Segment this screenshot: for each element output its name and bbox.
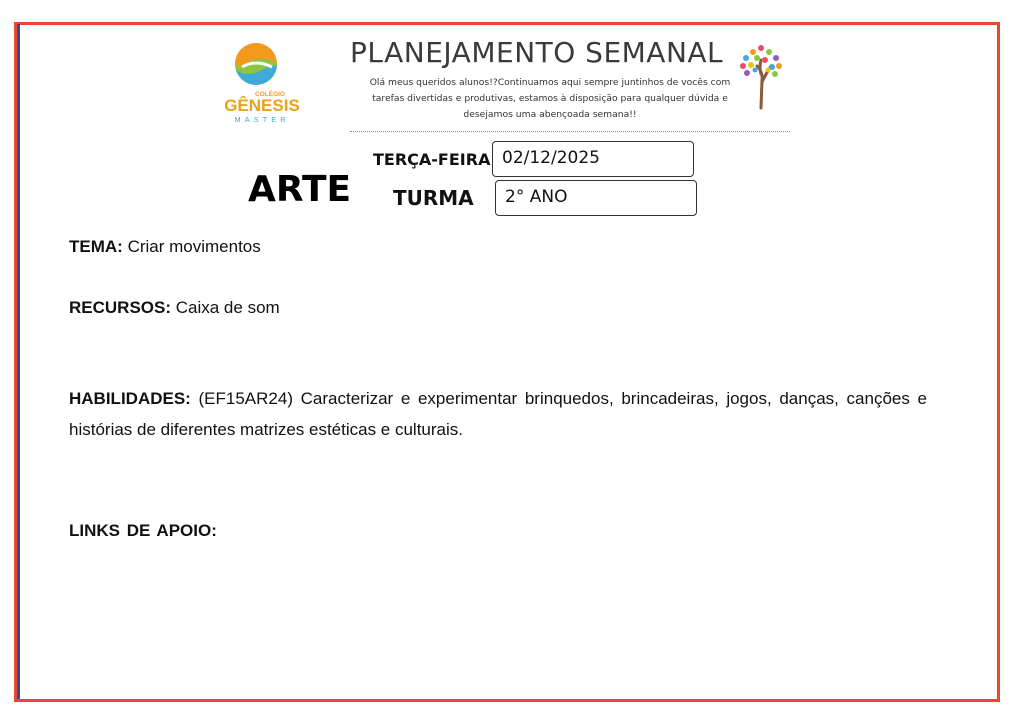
tema-label: TEMA: <box>69 237 123 256</box>
links-section <box>69 515 927 546</box>
recursos-label: RECURSOS: <box>69 298 172 317</box>
habilidades-value: (EF15AR24) Caracterizar e experimentar brinquedos, brincadeiras, jogos, danças, canções e histórias de diferentes matrizes estéticas e culturais. <box>69 389 927 439</box>
links-label: LINKS DE APOIO: <box>69 521 217 540</box>
date-field: 02/12/2025 <box>492 141 694 177</box>
logo-text-colegio: COLÉGIO <box>255 91 285 98</box>
greeting-message: Olá meus queridos alunos!?Continuamos aqui sempre juntinhos de vocês com tarefas divertidas e produtivas, estamos à disposição para qualquer dúvida e desejamos uma abençoada semana!! <box>369 77 731 120</box>
tree-icon <box>735 40 787 110</box>
tema-value: Criar movimentos <box>127 237 261 256</box>
subject-title: ARTE <box>248 169 352 210</box>
class-field: 2° ANO <box>495 180 697 216</box>
side-accent-line <box>17 24 20 699</box>
recursos-value: Caixa de som <box>175 298 280 317</box>
tema-section <box>69 231 927 262</box>
class-label: TURMA <box>393 186 474 210</box>
page-title: PLANEJAMENTO SEMANAL <box>350 36 724 69</box>
day-label: TERÇA-FEIRA <box>373 150 491 169</box>
logo-text-master: MASTER <box>234 115 290 124</box>
logo-text-genesis: GÊNESIS <box>224 96 300 115</box>
school-logo <box>222 40 306 128</box>
page-frame <box>14 22 1000 702</box>
habilidades-section <box>69 383 927 445</box>
header-divider <box>350 131 790 132</box>
habilidades-label: HABILIDADES: <box>69 389 191 408</box>
recursos-section <box>69 292 927 323</box>
